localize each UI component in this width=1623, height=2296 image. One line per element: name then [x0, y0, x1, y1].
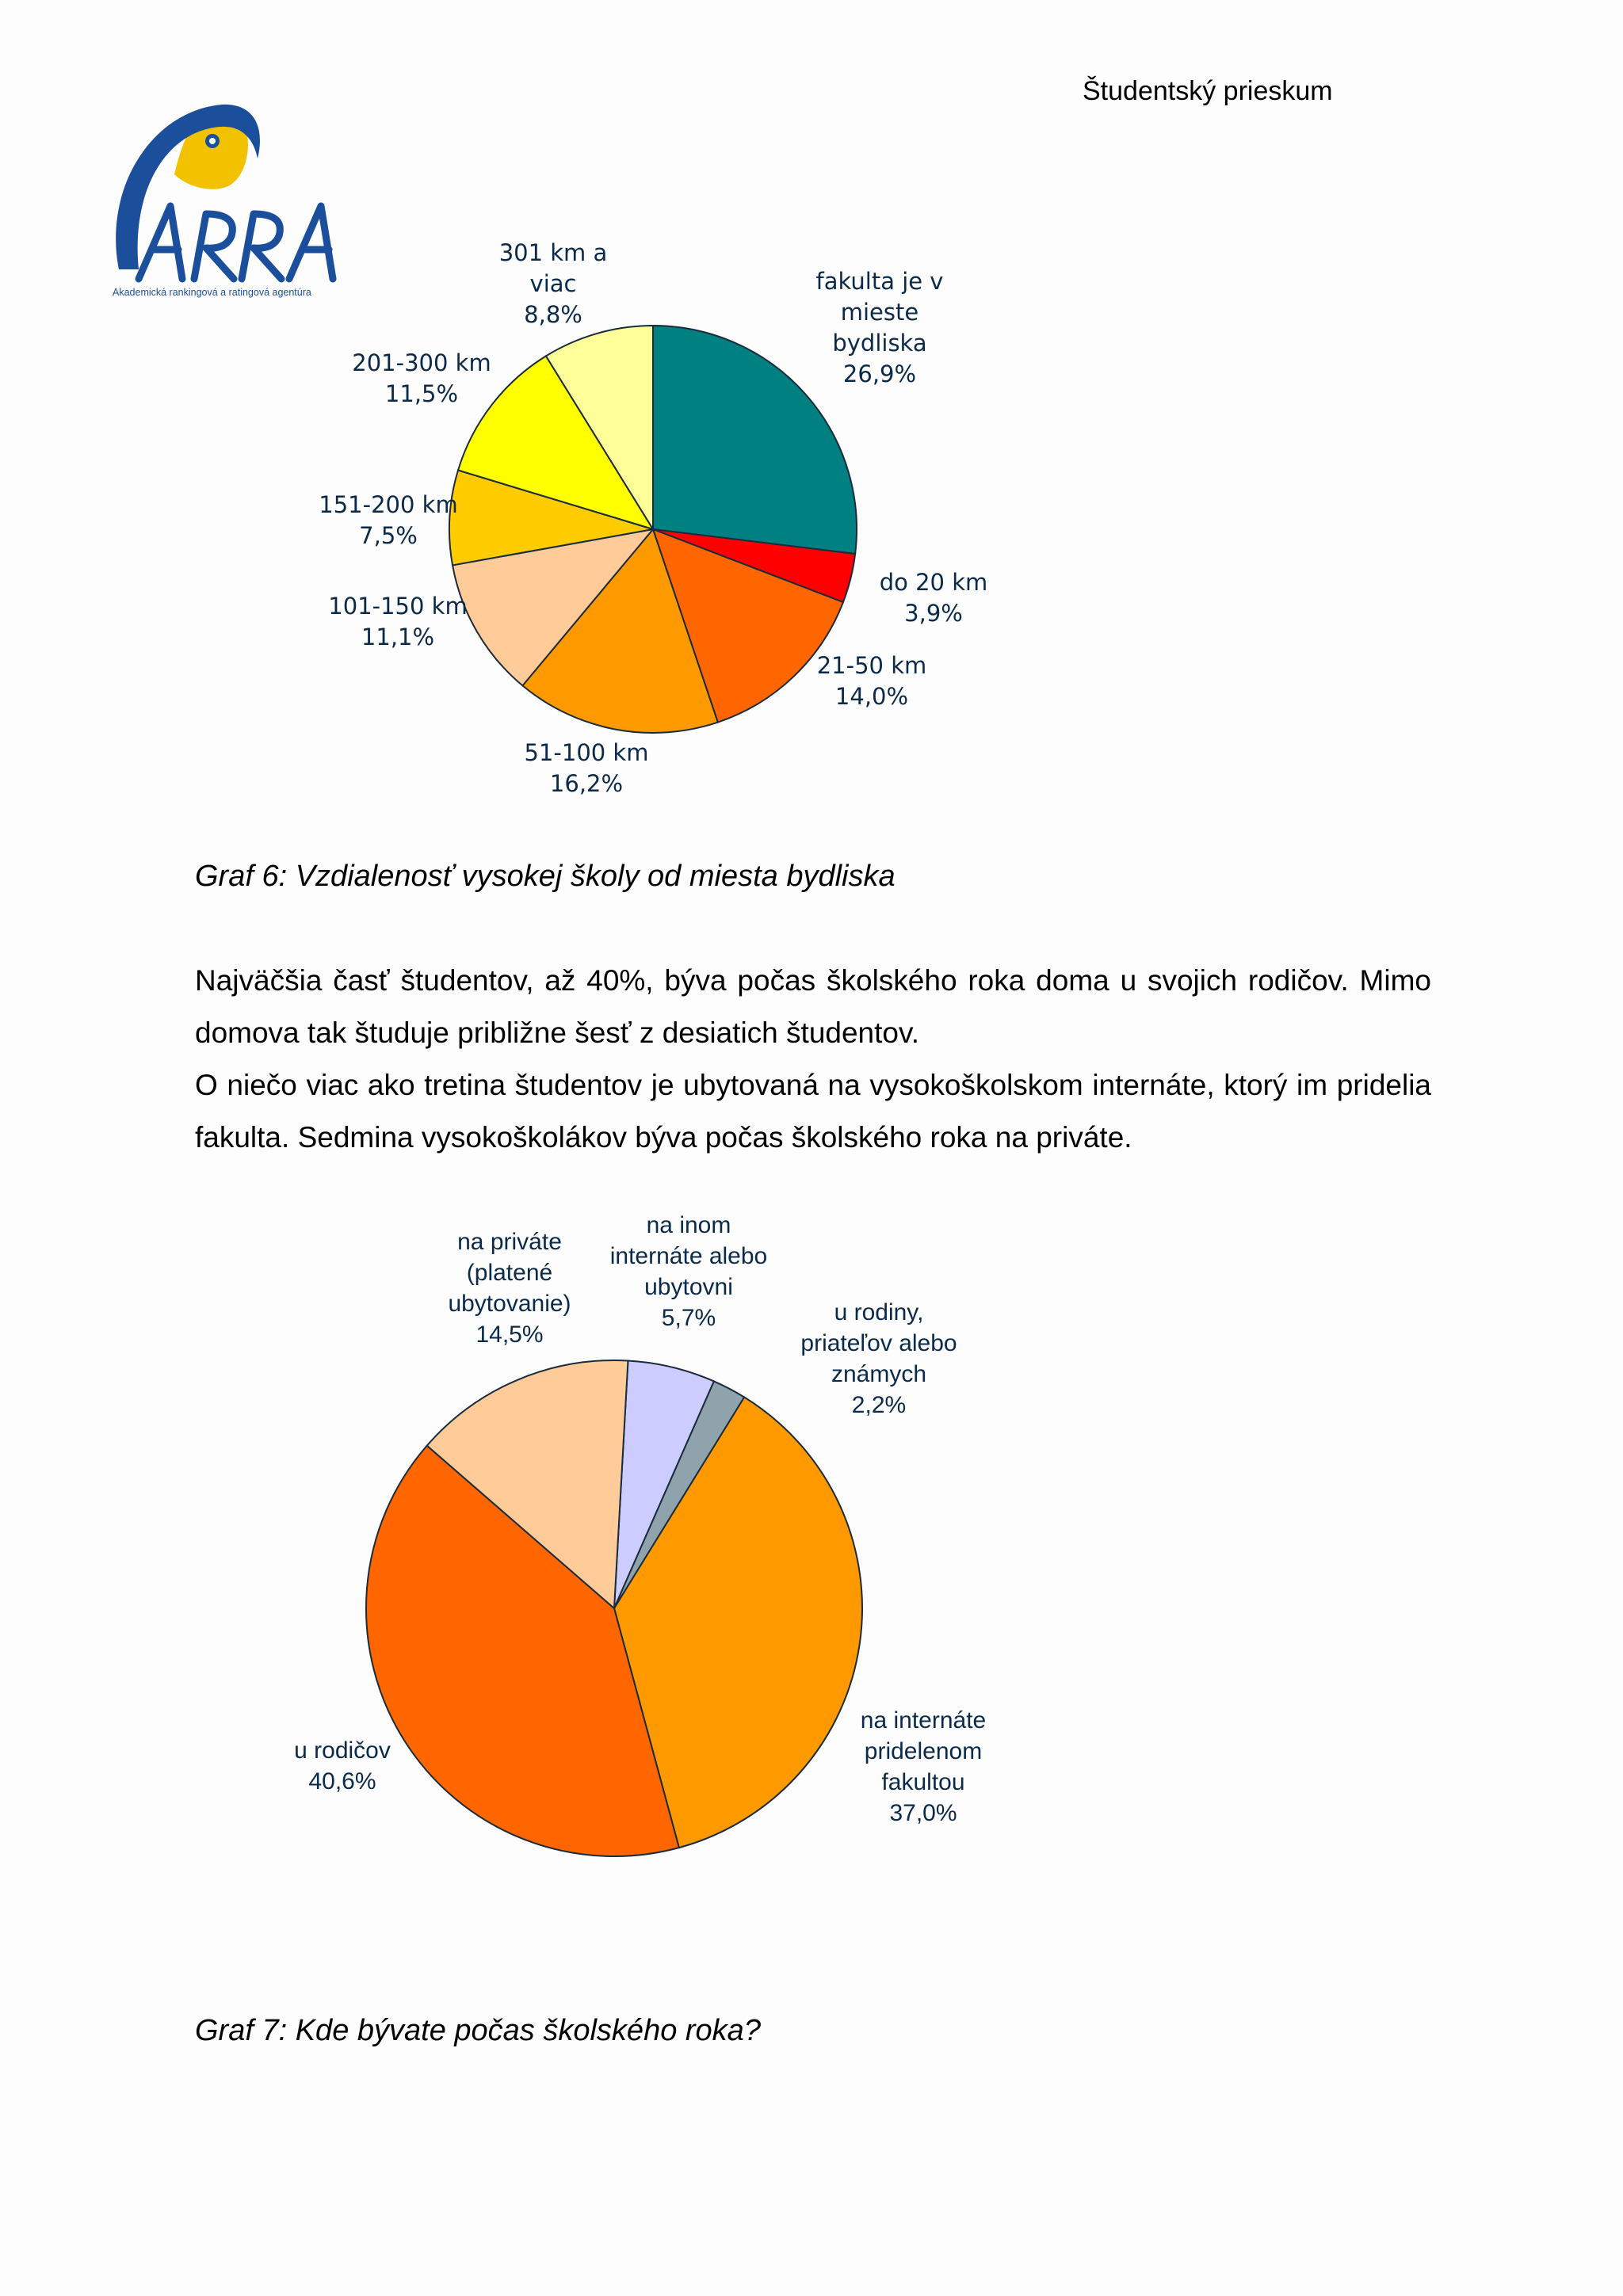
distance-label-3: 51-100 km 16,2% [524, 739, 649, 797]
distance-label-6: 201-300 km 11,5% [352, 349, 491, 407]
distance-label-4: 101-150 km 11,1% [328, 593, 468, 650]
paragraph-1: Najväčšia časť študentov, až 40%, býva počas školského roka doma u svojich rodičov. Mimo domova tak študuje približne šesť z desiatich študentov. [195, 964, 1431, 1049]
pie-chart-distance-svg [0, 230, 1623, 832]
distance-label-0: fakulta je v mieste bydliska 26,9% [815, 268, 944, 387]
distance-label-1: do 20 km 3,9% [879, 569, 988, 627]
distance-slice-0 [653, 326, 857, 554]
body-text [195, 955, 1431, 1164]
housing-label-3: u rodičov 40,6% [294, 1737, 391, 1794]
logo-subtitle: Akademická rankingová a ratingová agentúra [113, 287, 311, 298]
pie-chart-housing [0, 1212, 1623, 1870]
pie-chart-distance [0, 230, 1623, 832]
chart1-caption: Graf 6: Vzdialenosť vysokej školy od miesta bydliska [195, 860, 896, 893]
paragraph-2: O niečo viac ako tretina študentov je ubytovaná na vysokoškolskom internáte, ktorý im pridelia fakulta. Sedmina vysokoškolákov býva počas školského roka na priváte. [195, 1069, 1431, 1154]
housing-label-0: na inom internáte alebo ubytovni 5,7% [609, 1212, 768, 1331]
chart2-caption: Graf 7: Kde bývate počas školského roka? [195, 2014, 761, 2047]
distance-label-7: 301 km a viac 8,8% [498, 239, 608, 328]
pie-chart-housing-svg [0, 1212, 1623, 1870]
housing-label-1: u rodiny, priateľov alebo známych 2,2% [800, 1299, 957, 1418]
page-header-title: Študentský prieskum [1083, 76, 1333, 106]
housing-label-4: na priváte (platené ubytovanie) 14,5% [448, 1229, 571, 1348]
distance-label-2: 21-50 km 14,0% [816, 652, 927, 710]
distance-label-5: 151-200 km 7,5% [319, 491, 458, 549]
housing-label-2: na internáte pridelenom fakultou 37,0% [860, 1707, 987, 1826]
